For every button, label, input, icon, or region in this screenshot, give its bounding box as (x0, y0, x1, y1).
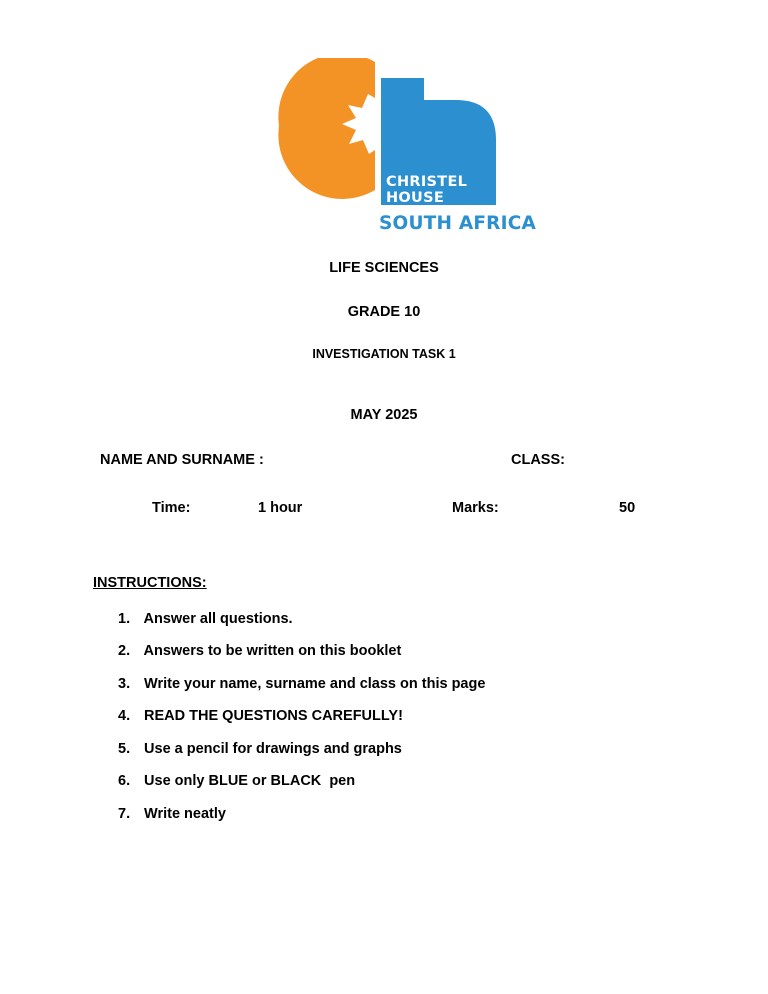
instruction-text: Use a pencil for drawings and graphs (144, 741, 402, 757)
instruction-item (118, 708, 403, 724)
instruction-text: Write neatly (144, 806, 226, 822)
instruction-text: Answer all questions. (143, 611, 293, 627)
instructions-heading: INSTRUCTIONS: (93, 575, 207, 591)
marks-label: Marks: (452, 500, 499, 516)
logo-text-christel: CHRISTEL (386, 174, 468, 190)
instruction-item (118, 773, 355, 789)
instruction-number: 7. (118, 806, 131, 822)
christel-house-logo (276, 58, 538, 238)
instruction-text: Write your name, surname and class on this page (144, 676, 486, 692)
time-value: 1 hour (258, 500, 303, 516)
instruction-item (118, 741, 402, 757)
logo-mark-icon (276, 58, 538, 238)
time-label: Time: (152, 500, 191, 516)
logo-text-house: HOUSE (386, 190, 445, 206)
instruction-number: 2. (118, 643, 131, 659)
date-title: MAY 2025 (350, 407, 418, 423)
instruction-number: 4. (118, 708, 131, 724)
marks-value: 50 (619, 500, 636, 516)
instruction-item (118, 676, 485, 692)
instruction-number: 3. (118, 676, 131, 692)
name-surname-label: NAME AND SURNAME : (100, 452, 264, 468)
instruction-item (118, 643, 401, 659)
instruction-item (118, 611, 293, 627)
instruction-number: 6. (118, 773, 131, 789)
class-label: CLASS: (511, 452, 565, 468)
instruction-text: Answers to be written on this booklet (143, 643, 402, 659)
subject-title: LIFE SCIENCES (329, 260, 439, 276)
grade-title: GRADE 10 (347, 304, 421, 320)
instruction-number: 5. (118, 741, 131, 757)
instruction-text: READ THE QUESTIONS CAREFULLY! (144, 708, 403, 724)
instruction-text: Use only BLUE or BLACK pen (144, 773, 356, 789)
logo-text-south-africa: SOUTH AFRICA (379, 213, 536, 234)
task-title: INVESTIGATION TASK 1 (312, 347, 456, 361)
instruction-number: 1. (118, 611, 131, 627)
instruction-item (118, 806, 226, 822)
